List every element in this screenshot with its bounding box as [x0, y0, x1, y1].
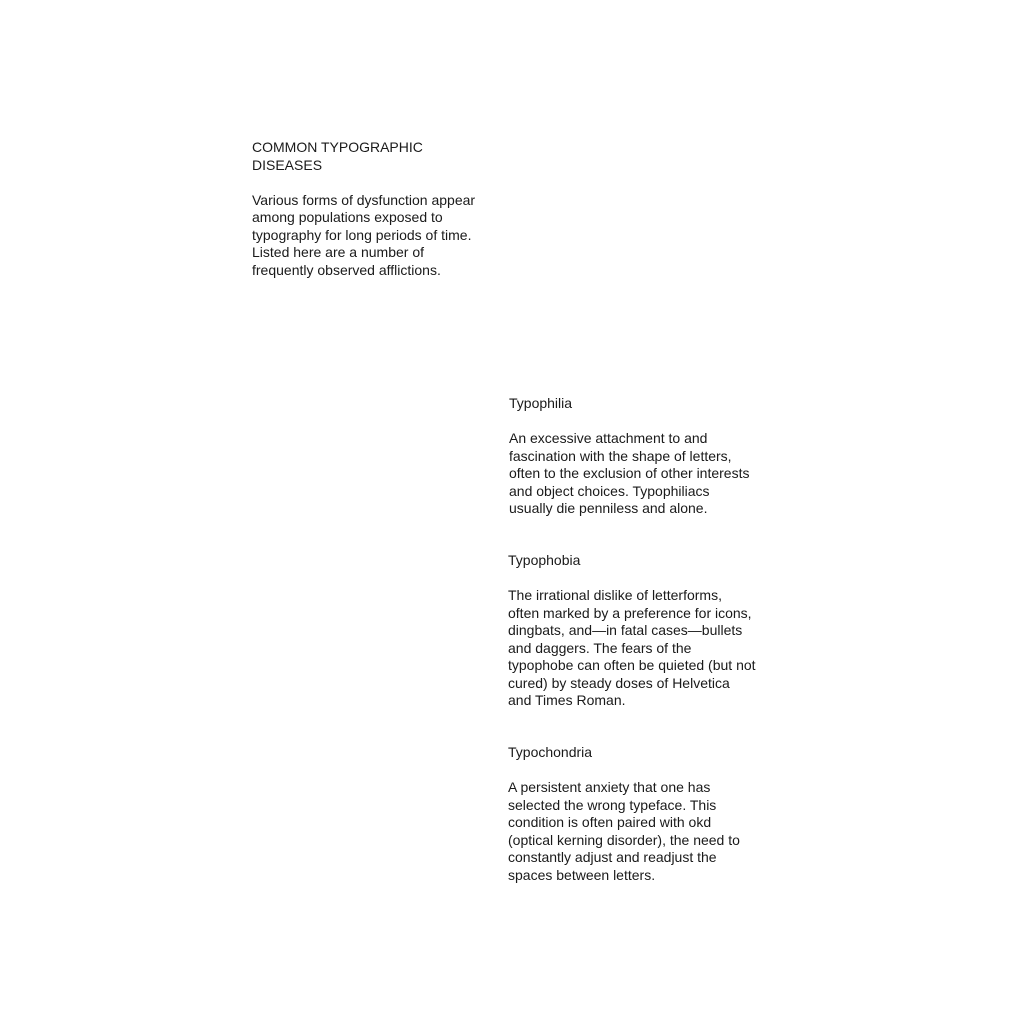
- entry-typochondria: [508, 744, 778, 884]
- entry-heading: Typochondria: [508, 744, 593, 760]
- entry-typophobia: [508, 552, 778, 710]
- entry-description: The irrational dislike of letterforms, often marked by a preference for icons, dingbats, and—in fatal cases—bullets and daggers. The fears of the typophobe can often be quieted (but not cured) by steady doses of Helvetica and Times Roman.: [508, 587, 756, 708]
- entry-description: An excessive attachment to and fascination with the shape of letters, often to the exclusion of other interests and object choices. Typophiliacs usually die penniless and alone.: [509, 430, 750, 516]
- intro-paragraph: Various forms of dysfunction appear among populations exposed to typography for long periods of time. Listed here are a number of frequently observed afflictions.: [252, 191, 476, 278]
- page-title: COMMON TYPOGRAPHIC DISEASES: [252, 139, 423, 173]
- entry-description: A persistent anxiety that one has selected the wrong typeface. This condition is often paired with okd (optical kerning disorder), the need to constantly adjust and readjust the spaces between letters.: [508, 779, 740, 883]
- entry-heading: Typophilia: [509, 395, 573, 411]
- entry-typophilia: [509, 395, 779, 518]
- intro-section: [252, 139, 492, 279]
- entry-heading: Typophobia: [508, 552, 581, 568]
